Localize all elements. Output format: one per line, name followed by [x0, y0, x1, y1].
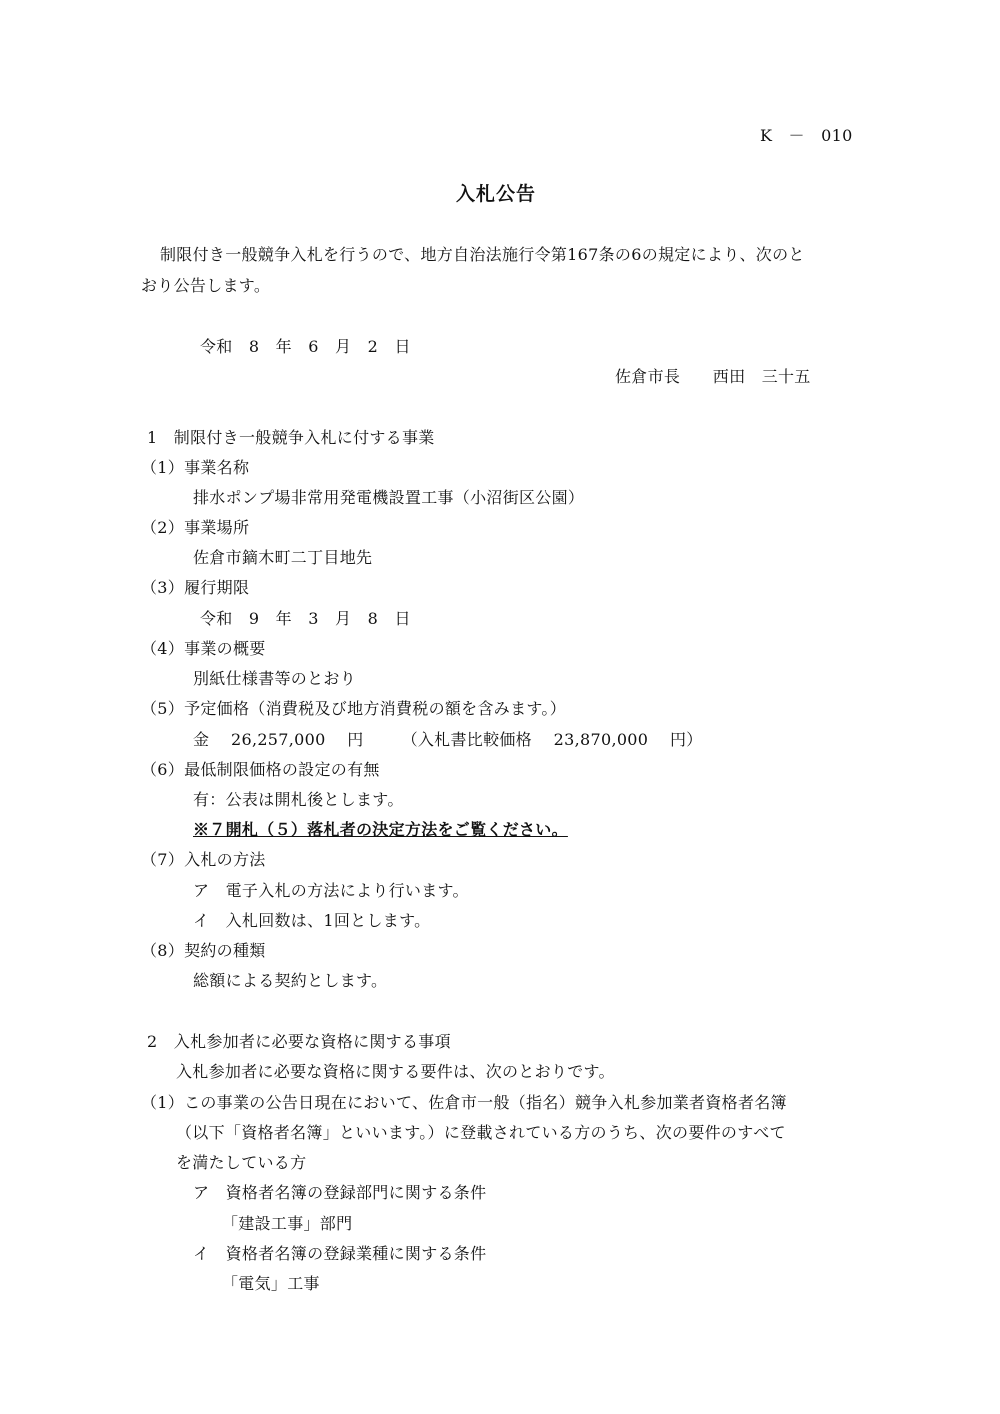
- requirement-text: （1）この事業の公告日現在において、佐倉市一般（指名）競争入札参加業者資格者名簿: [141, 1093, 787, 1112]
- intro-text: 制限付き一般競争入札を行うので、地方自治法施行令第167条の6の規定により、次のと: [160, 245, 805, 264]
- item-label: （8）契約の種類: [141, 941, 266, 960]
- condition-label: イ 資格者名簿の登録業種に関する条件: [193, 1244, 487, 1263]
- notice-note: ※７開札（５）落札者の決定方法をご覧ください。: [193, 820, 568, 839]
- item-label: （6）最低制限価格の設定の有無: [141, 760, 380, 779]
- condition-value: 「建設工事」部門: [222, 1214, 353, 1233]
- section-2-lead: 入札参加者に必要な資格に関する要件は、次のとおりです。: [176, 1062, 615, 1081]
- signer: 佐倉市長 西田 三十五: [615, 367, 811, 386]
- item-value: 令和 9 年 3 月 8 日: [200, 609, 411, 628]
- item-value: 有：公表は開札後とします。: [193, 790, 404, 809]
- item-value: 別紙仕様書等のとおり: [193, 669, 357, 688]
- requirement-text: を満たしている方: [176, 1153, 307, 1172]
- page-title: 入札公告: [456, 183, 537, 205]
- item-label: （4）事業の概要: [141, 639, 266, 658]
- condition-value: 「電気」工事: [222, 1274, 320, 1293]
- notice-date: 令和 8 年 6 月 2 日: [200, 337, 411, 356]
- document-number: K － 010: [760, 126, 853, 145]
- item-label: （2）事業場所: [141, 518, 250, 537]
- requirement-text: （以下「資格者名簿」といいます。）に登載されている方のうち、次の要件のすべて: [176, 1123, 786, 1142]
- item-value: イ 入札回数は、1回とします。: [193, 911, 431, 930]
- item-label: （3）履行期限: [141, 578, 250, 597]
- section-1-heading: 1 制限付き一般競争入札に付する事業: [147, 428, 435, 447]
- item-label: （7）入札の方法: [141, 850, 266, 869]
- item-value: 排水ポンプ場非常用発電機設置工事（小沼街区公園）: [193, 488, 585, 507]
- item-value: 佐倉市鏑木町二丁目地先: [193, 548, 373, 567]
- item-value: 総額による契約とします。: [193, 971, 388, 990]
- intro-text: おり公告します。: [141, 276, 271, 295]
- item-label: （5）予定価格（消費税及び地方消費税の額を含みます。）: [141, 699, 567, 718]
- item-value: 金 26,257,000 円 （入札書比較価格 23,870,000 円）: [193, 730, 703, 749]
- section-2-heading: 2 入札参加者に必要な資格に関する事項: [147, 1032, 451, 1051]
- item-label: （1）事業名称: [141, 458, 250, 477]
- item-value: ア 電子入札の方法により行います。: [193, 881, 469, 900]
- condition-label: ア 資格者名簿の登録部門に関する条件: [193, 1183, 487, 1202]
